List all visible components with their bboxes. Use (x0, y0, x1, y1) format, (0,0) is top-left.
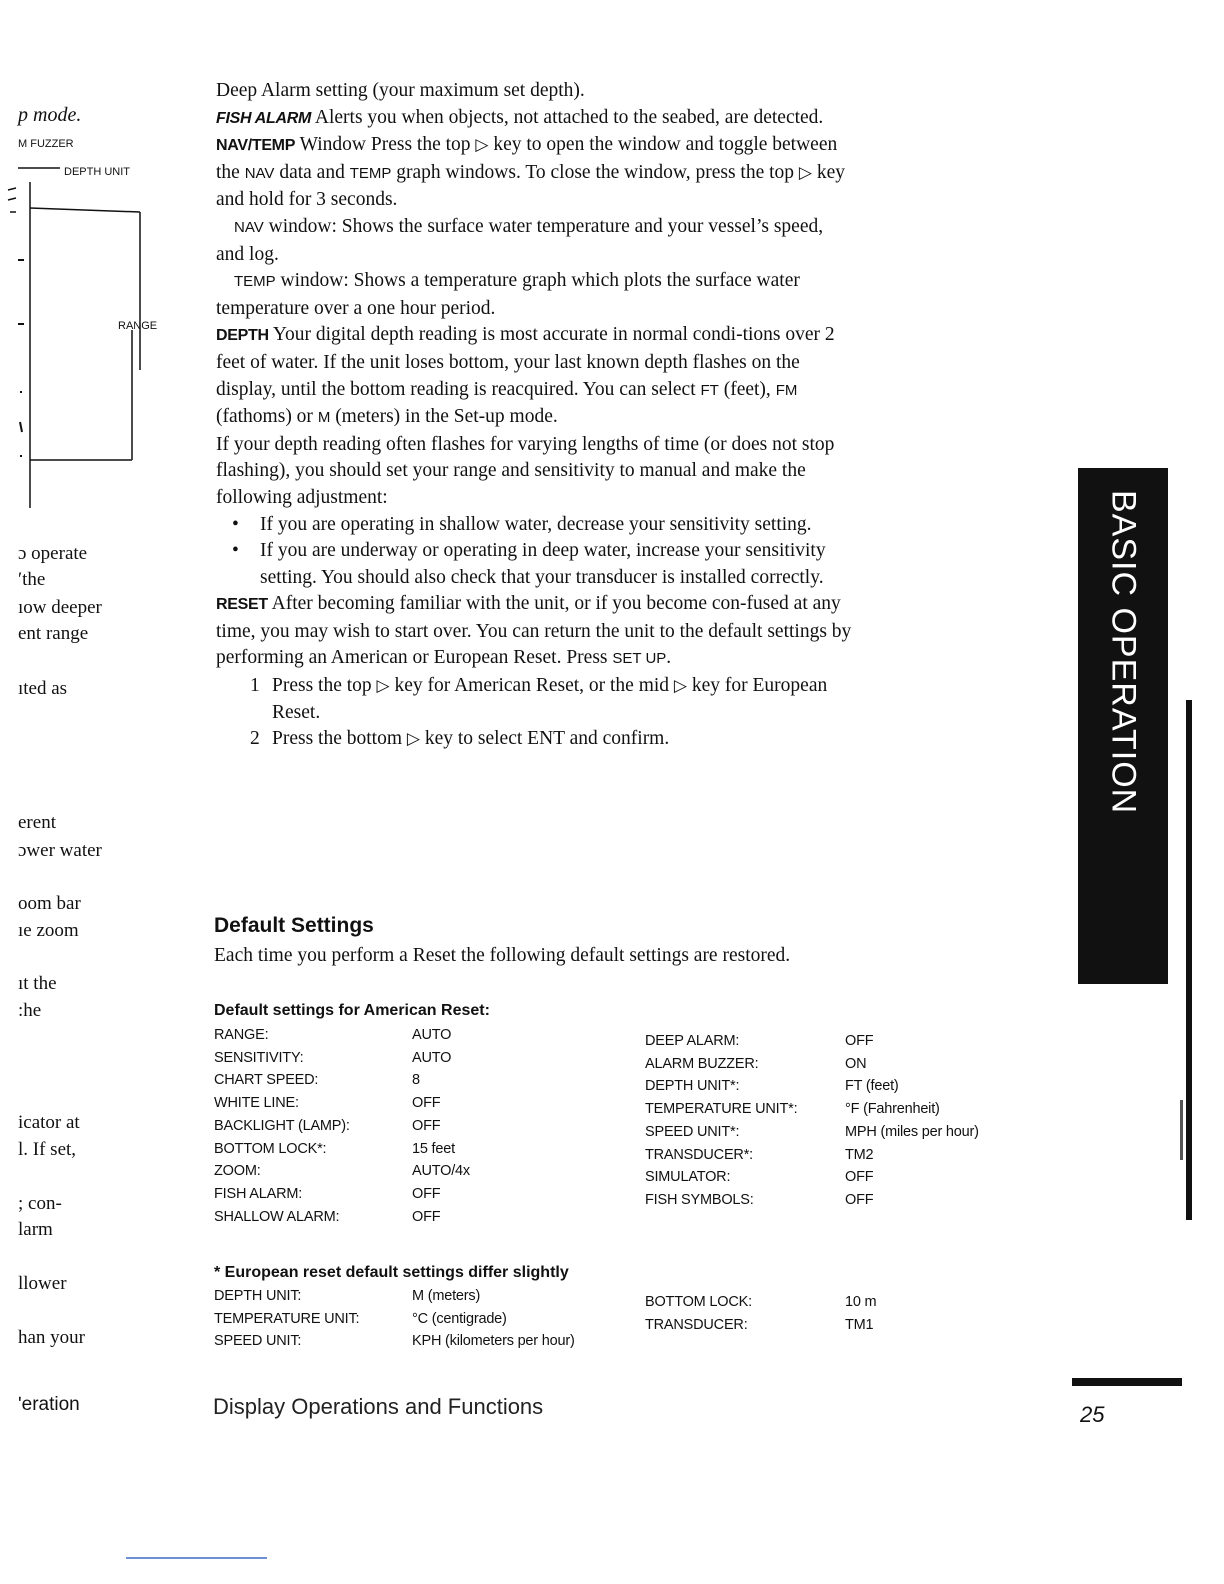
setting-name: SPEED UNIT*: (645, 1123, 740, 1140)
setting-name: SPEED UNIT: (214, 1333, 302, 1350)
margin-fragment: l. If set, (18, 1139, 77, 1160)
setting-name: WHITE LINE: (214, 1095, 299, 1112)
margin-fragment: ɔ operate (18, 543, 88, 564)
step-2-text-b: key to select ENT and confirm. (419, 728, 670, 750)
right-arrow-key-icon: ▷ (673, 676, 687, 697)
temp-window-text: window: Shows a temperature graph which plots the surface water temperature over a one hour period. (216, 270, 800, 319)
setting-name: TEMPERATURE UNIT: (214, 1310, 360, 1327)
m-term: M (317, 409, 331, 427)
setting-value: FT (feet) (845, 1078, 899, 1095)
margin-fragment: RANGE (118, 320, 158, 332)
setting-value: AUTO (412, 1049, 452, 1066)
side-tab-label: BASIC OPERATION (1104, 490, 1143, 815)
setting-value: TM2 (845, 1146, 874, 1163)
right-arrow-key-icon: ▷ (376, 676, 390, 697)
margin-fragment: :he (18, 1000, 42, 1021)
settings-row (645, 1056, 1065, 1078)
reset-paragraph (216, 591, 856, 673)
nav-window-term: NAV (234, 218, 264, 236)
settings-row (214, 1141, 634, 1163)
footer-section-title: Display Operations and Functions (213, 1394, 544, 1419)
fish-alarm-text: Alerts you when objects, not attached to the seabed, are detected. (311, 106, 824, 128)
setting-value: OFF (845, 1033, 874, 1049)
nav-term: NAV (244, 164, 275, 182)
navtemp-keyword: NAV/TEMP (216, 137, 296, 155)
setting-value: ON (845, 1055, 867, 1072)
settings-row (214, 1333, 634, 1355)
margin-fragment: ıe zoom (18, 920, 79, 941)
settings-row (214, 1288, 634, 1310)
depth-text-2: (feet), (718, 378, 776, 400)
step-1-text-c: key for European Reset. (272, 675, 828, 723)
settings-row (214, 1186, 634, 1208)
setting-name: TRANSDUCER: (645, 1316, 748, 1333)
navtemp-text-4: graph windows. To close the window, press the top (391, 161, 799, 183)
margin-fragment: erent (18, 812, 56, 833)
setting-value: OFF (845, 1191, 874, 1208)
setting-value: OFF (412, 1185, 441, 1202)
navtemp-text-2: key to open the window and toggle between the (216, 134, 838, 183)
depth-text-1: Your digital depth reading is most accurate in normal condi-tions over 2 feet of water. If the unit loses bottom, your last known depth flashes on the display, until the bottom reading is reacquired. You can select (216, 324, 835, 400)
reset-end: . (666, 647, 672, 669)
margin-fragment: ʹthe (18, 569, 46, 590)
setting-name: SIMULATOR: (645, 1169, 731, 1186)
default-settings-heading: Default Settings (214, 914, 374, 937)
margin-fragment: han your (18, 1327, 86, 1348)
settings-row (214, 1209, 634, 1231)
depth-text-4: (meters) in the Set-up mode. (330, 406, 558, 428)
settings-row (645, 1078, 1065, 1100)
navtemp-paragraph (216, 132, 856, 214)
margin-fragment: ɔwer water (18, 840, 102, 861)
settings-row (214, 1027, 634, 1049)
bullet-item-shallow (216, 512, 856, 539)
setting-name: SENSITIVITY: (214, 1049, 304, 1066)
bullet-item-deep (216, 538, 856, 591)
setting-name: BOTTOM LOCK: (645, 1294, 752, 1310)
setting-name: CHART SPEED: (214, 1072, 319, 1089)
margin-fragment: icator at (18, 1112, 80, 1133)
default-settings-intro: Each time you perform a Reset the following default settings are restored. (214, 945, 791, 966)
setting-name: BOTTOM LOCK*: (214, 1140, 327, 1157)
margin-fragment: p mode. (18, 104, 82, 126)
setting-value: MPH (miles per hour) (845, 1123, 979, 1140)
step-number: 1 (250, 675, 260, 697)
right-arrow-key-icon: ▷ (798, 162, 812, 183)
setting-name: TEMPERATURE UNIT*: (645, 1101, 798, 1118)
reset-text: After becoming familiar with the unit, or if you become con-fused at any time, you may wish to start over. You can return the unit to the default settings by performing an American or European Reset. Press (216, 593, 852, 669)
fish-alarm-keyword: FISH ALARM (216, 109, 312, 127)
settings-row (214, 1163, 634, 1185)
depth-keyword: DEPTH (216, 327, 269, 345)
setting-name: FISH ALARM: (214, 1185, 303, 1202)
bullet-text-deep: If you are underway or operating in deep water, increase your sensitivity setting. You should also check that your transducer is installed correctly. (260, 540, 826, 588)
body-text (216, 78, 856, 753)
right-arrow-key-icon: ▷ (475, 135, 489, 156)
ft-term: FT (700, 381, 719, 399)
bullet-icon: • (232, 540, 239, 562)
step-1-text-b: key for American Reset, or the mid (389, 675, 674, 697)
fish-alarm-paragraph (216, 105, 856, 133)
bullet-icon: • (232, 513, 239, 535)
right-arrow-key-icon: ▷ (406, 729, 420, 750)
display-diagram-fragment (0, 160, 170, 520)
temp-term: TEMP (349, 164, 392, 182)
setting-value: 10 m (845, 1294, 877, 1310)
margin-fragment: llower (18, 1273, 67, 1294)
settings-row (645, 1317, 1065, 1339)
setting-name: FISH SYMBOLS: (645, 1191, 754, 1208)
left-margin-column (0, 0, 200, 1584)
tab-edge-mark (1186, 700, 1192, 1220)
setting-value: AUTO/4x (412, 1163, 470, 1180)
navtemp-text-5: key and hold for 3 seconds. (216, 161, 846, 211)
navtemp-text-1: Window Press the top (295, 134, 476, 156)
step-1 (216, 673, 856, 726)
settings-row (645, 1169, 1065, 1191)
margin-fragment: ʹeration (18, 1394, 80, 1415)
settings-row (214, 1072, 634, 1094)
page-edge-mark (1072, 1378, 1182, 1386)
setting-value: OFF (412, 1095, 441, 1112)
setting-value: TM1 (845, 1316, 874, 1333)
margin-fragment: M FUZZER (18, 138, 74, 150)
temp-window-paragraph (216, 268, 856, 322)
setting-value: 8 (412, 1072, 420, 1089)
depth-text-3: (fathoms) or (216, 406, 318, 428)
setting-name: ZOOM: (214, 1163, 261, 1180)
setup-term: SET UP (612, 650, 667, 668)
step-number: 2 (250, 728, 260, 750)
section-side-tab (1078, 468, 1168, 984)
fm-term: FM (775, 381, 798, 399)
temp-window-term: TEMP (234, 273, 276, 291)
nav-window-paragraph (216, 214, 856, 268)
settings-row (645, 1147, 1065, 1169)
settings-row (645, 1124, 1065, 1146)
settings-row (645, 1033, 1065, 1055)
margin-fragment: ıt the (18, 973, 57, 994)
setting-name: ALARM BUZZER: (645, 1055, 759, 1072)
settings-row (645, 1192, 1065, 1214)
setting-value: M (meters) (412, 1288, 481, 1304)
setting-value: °F (Fahrenheit) (845, 1101, 940, 1118)
setting-name: BACKLIGHT (LAMP): (214, 1117, 350, 1134)
setting-name: SHALLOW ALARM: (214, 1208, 340, 1225)
settings-row (214, 1118, 634, 1140)
tab-edge-mark (1180, 1100, 1183, 1160)
settings-row (214, 1311, 634, 1333)
setting-value: KPH (kilometers per hour) (412, 1333, 575, 1350)
depth-paragraph (216, 322, 856, 431)
margin-fragment: DEPTH UNIT (64, 166, 130, 178)
setting-value: °C (centigrade) (412, 1310, 507, 1327)
setting-name: RANGE: (214, 1027, 269, 1043)
setting-name: DEPTH UNIT*: (645, 1078, 740, 1095)
reset-keyword: RESET (216, 596, 268, 614)
setting-value: OFF (412, 1208, 441, 1225)
margin-fragment: oom bar (18, 893, 81, 914)
american-reset-title: Default settings for American Reset: (214, 1002, 490, 1019)
deep-alarm-continuation: Deep Alarm setting (your maximum set depth). (216, 80, 585, 101)
setting-value: OFF (412, 1117, 441, 1134)
setting-value: 15 feet (412, 1140, 455, 1157)
european-reset-title: * European reset default settings differ slightly (214, 1264, 569, 1281)
navtemp-text-3: data and (274, 161, 350, 183)
bullet-text-shallow: If you are operating in shallow water, decrease your sensitivity setting. (260, 513, 812, 535)
setting-name: DEPTH UNIT: (214, 1288, 302, 1304)
margin-fragment: ıted as (18, 678, 68, 699)
margin-fragment: ent range (18, 623, 89, 644)
settings-row (214, 1050, 634, 1072)
scan-artifact-line (126, 1557, 267, 1559)
margin-fragment: larm (18, 1219, 53, 1240)
setting-value: OFF (845, 1169, 874, 1186)
settings-row (214, 1095, 634, 1117)
margin-fragment: ıow deeper (18, 597, 102, 618)
step-2 (216, 726, 856, 753)
nav-window-text: window: Shows the surface water temperature and your vessel’s speed, and log. (216, 215, 824, 265)
margin-fragment: ; con- (18, 1193, 62, 1214)
flashing-paragraph: If your depth reading often flashes for varying lengths of time (or does not stop flashing), you should set your range and sensitivity to manual and make the following adjustment: (216, 433, 835, 508)
step-1-text-a: Press the top (272, 675, 377, 697)
step-2-text-a: Press the bottom (272, 728, 407, 750)
settings-row (645, 1101, 1065, 1123)
setting-name: TRANSDUCER*: (645, 1146, 753, 1163)
page-number: 25 (1080, 1402, 1105, 1427)
setting-value: AUTO (412, 1027, 452, 1043)
setting-name: DEEP ALARM: (645, 1033, 740, 1049)
settings-row (645, 1294, 1065, 1316)
